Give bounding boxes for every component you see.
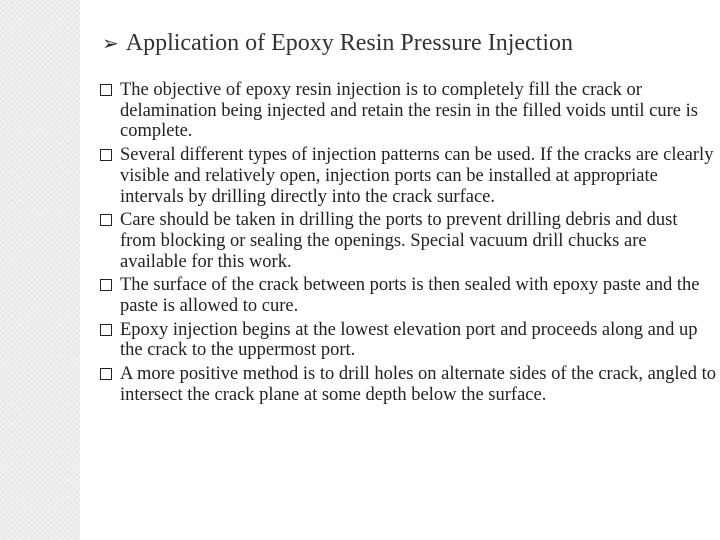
bullet-text: The surface of the crack between ports is then sealed with epoxy paste and the paste is allowed to cure. xyxy=(120,275,700,317)
decorative-side-strip xyxy=(0,0,80,540)
square-bullet-icon xyxy=(100,279,112,291)
bullet-text: A more positive method is to drill holes on alternate sides of the crack, angled to intersect the crack plane at some depth below the surface. xyxy=(120,364,716,405)
slide-title-row xyxy=(102,30,573,56)
bullet-text: Several different types of injection patterns can be used. If the cracks are clearly visible and relatively open, injection ports can be installed at appropriate intervals by drilling directly into the crack surface. xyxy=(120,145,714,207)
square-bullet-icon xyxy=(100,214,112,226)
bullet-text: The objective of epoxy resin injection is to completely fill the crack or delamination being injected and retain the resin in the filled voids until cure is complete. xyxy=(120,80,698,142)
bullet-text: Care should be taken in drilling the ports to prevent drilling debris and dust from blocking or sealing the openings. Special vacuum drill chucks are available for this work. xyxy=(120,210,678,272)
bullet-item-5 xyxy=(100,320,716,361)
square-bullet-icon xyxy=(100,324,112,336)
bullet-list xyxy=(100,80,716,409)
bullet-text: Epoxy injection begins at the lowest elevation port and proceeds along and up the crack to the uppermost port. xyxy=(120,319,698,361)
slide-title: Application of Epoxy Resin Pressure Injection xyxy=(125,30,574,56)
bullet-item-3 xyxy=(100,210,716,272)
square-bullet-icon xyxy=(100,149,112,161)
bullet-item-6 xyxy=(100,364,716,405)
square-bullet-icon xyxy=(100,368,112,380)
arrow-bullet-icon: ➢ xyxy=(102,31,119,56)
square-bullet-icon xyxy=(100,84,112,96)
bullet-item-4 xyxy=(100,275,716,316)
bullet-item-1 xyxy=(100,80,716,142)
slide-content xyxy=(80,0,720,540)
bullet-item-2 xyxy=(100,145,716,207)
